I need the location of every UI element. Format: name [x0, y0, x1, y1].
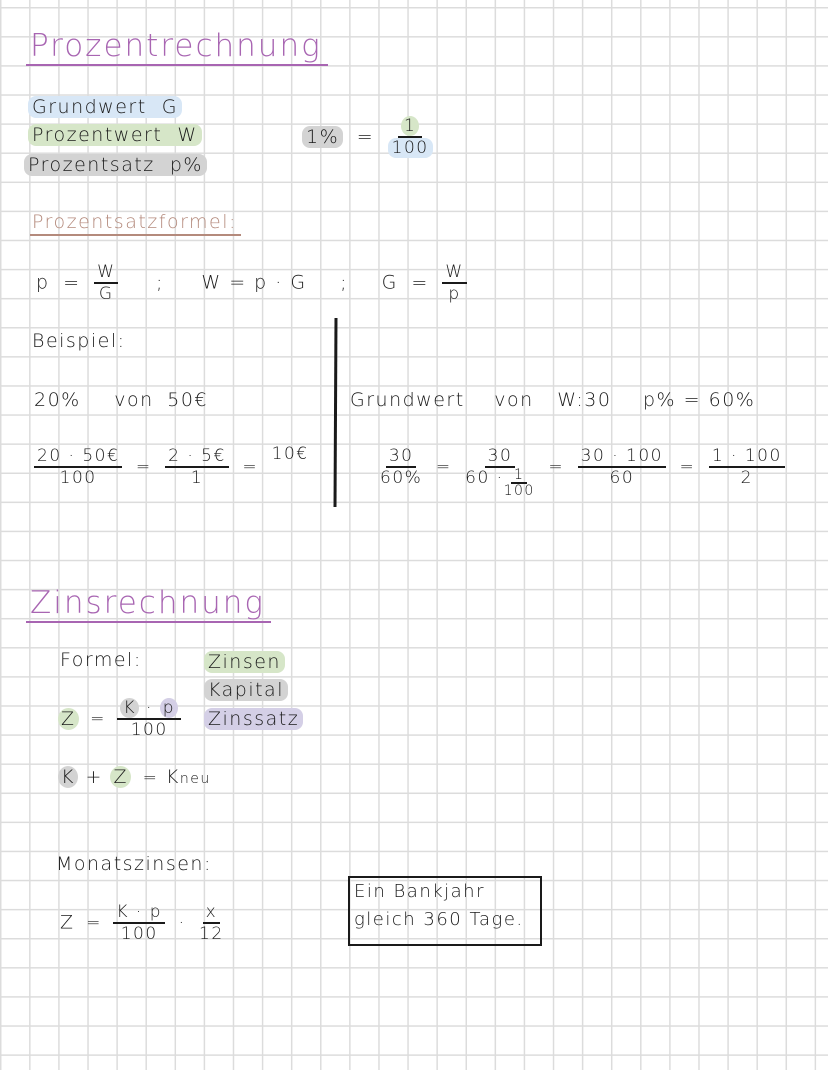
- fraction-denominator: 100: [388, 138, 433, 158]
- bankjahr-note-box: [348, 876, 542, 946]
- legend-symbol: G: [161, 96, 178, 118]
- example-left-statement: 20% von 50€: [34, 389, 209, 411]
- legend-symbol: p%: [169, 154, 203, 176]
- legend-prozentwert: [28, 123, 202, 147]
- legend-term: Grundwert: [32, 96, 147, 118]
- legend-term: Prozentsatz: [28, 154, 155, 176]
- equals-sign: =: [411, 272, 429, 294]
- formula-p-fraction: $\frac{W}{G}$: [94, 262, 118, 304]
- example-right-calc: $\frac{30}{60\%}$ = 30 60 · $\frac{1}{100}$ = $\frac{30 \cdot 100}{60}$ = $\frac{1 \cdot 100}{2}$: [380, 446, 785, 498]
- example-left-result: 10€: [271, 444, 309, 464]
- equals-sign: =: [356, 126, 375, 148]
- formula-w: W = p · G: [201, 271, 307, 294]
- separator: ;: [340, 272, 349, 294]
- vertical-divider: [334, 318, 337, 507]
- zins-formula: Z = $\frac{K \cdot p}{100}$: [58, 698, 181, 740]
- note-line-2: gleich 360 Tage.: [354, 909, 524, 930]
- formula-g-fraction: $\frac{W}{p}$: [442, 262, 466, 304]
- legend-zinssatz: Zinssatz: [204, 707, 303, 731]
- kapital-neu-formula: K + Z = Kneu: [58, 765, 211, 791]
- one-percent-lhs: 1%: [302, 126, 343, 148]
- legend-prozentsatz: [24, 153, 207, 177]
- formel-label: Formel:: [60, 649, 142, 671]
- legend-grundwert: [28, 95, 182, 119]
- monatszinsen-label: Monatszinsen:: [56, 853, 212, 875]
- monatszinsen-formula: Z = $\frac{K \cdot p}{100}$ · $\frac{x}{12}$: [60, 902, 224, 944]
- example-heading: Beispiel:: [32, 330, 126, 352]
- one-percent-equation: [302, 116, 433, 158]
- formula-row: [36, 262, 467, 304]
- formula-g-lhs: G: [381, 271, 398, 294]
- equals-sign: =: [63, 272, 81, 294]
- legend-symbol: W: [177, 124, 198, 146]
- legend-term: Prozentwert: [32, 124, 163, 146]
- example-left-calc: $\frac{20 \cdot 50€}{100}$ = $\frac{2 \cdot 5€}{1}$ = 10€: [34, 446, 309, 488]
- subheading-prozentsatzformel: Prozentsatzformel:: [30, 210, 241, 236]
- section-title-prozentrechnung: Prozentrechnung: [26, 28, 328, 66]
- fraction-numerator: 1: [401, 116, 419, 136]
- note-line-1: Ein Bankjahr: [354, 881, 485, 902]
- separator: ;: [155, 272, 164, 294]
- section-title-zinsrechnung: Zinsrechnung: [26, 585, 271, 623]
- legend-kapital: Kapital: [204, 678, 288, 702]
- example-right-statement: Grundwert von W:30 p% = 60%: [350, 389, 756, 411]
- formula-p-lhs: p: [36, 271, 50, 294]
- legend-zinsen: Zinsen: [204, 650, 285, 674]
